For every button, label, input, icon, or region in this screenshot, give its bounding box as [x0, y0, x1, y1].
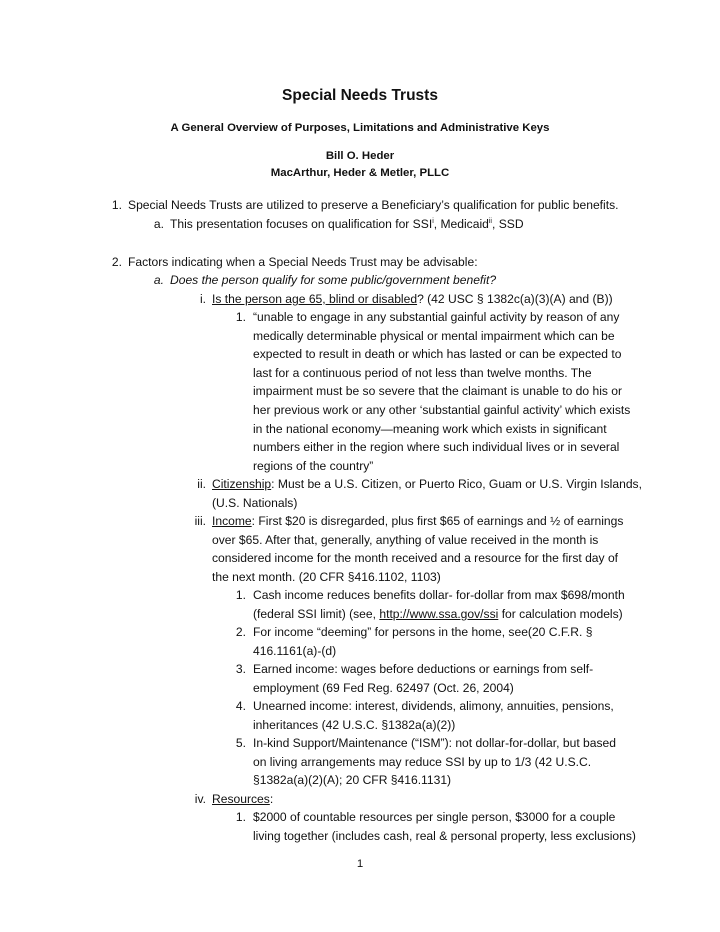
income-item-2-marker: 2. [235, 625, 246, 639]
endnote-ref-1[interactable]: i [432, 218, 434, 225]
section-2a-text: Does the person qualify for some public/government benefit? [170, 273, 497, 287]
section-2a-i-text [212, 290, 613, 308]
income-item-1-post: for calculation models) [498, 607, 623, 621]
section-1a-text [170, 215, 524, 233]
income-item-2-line-2: 416.1161(a)-(d) [253, 644, 337, 658]
resources-item-1-line-1: $2000 of countable resources per single person, $3000 for a couple [253, 810, 616, 824]
income-item-1-line-1: Cash income reduces benefits dollar- for-dollar from max $698/month [253, 588, 625, 602]
section-2-marker: 2. [111, 255, 122, 269]
income-text: : First $20 is disregarded, plus first $65 of earnings and ½ of earnings [251, 514, 624, 528]
citizenship-text-2: (U.S. Nationals) [212, 496, 298, 510]
page-title: Special Needs Trusts [282, 87, 438, 104]
income-item-1-line-2 [253, 605, 623, 623]
ssa-link[interactable]: http://www.ssa.gov/ssi [379, 607, 499, 621]
income-item-4-line-1: Unearned income: interest, dividends, alimony, annuities, pensions, [253, 699, 614, 713]
page-subtitle: A General Overview of Purposes, Limitations and Administrative Keys [170, 122, 550, 134]
citizenship-text: : Must be a U.S. Citizen, or Puerto Rico, Guam or U.S. Virgin Islands, [271, 477, 642, 491]
section-2a-i-heading: Is the person age 65, blind or disabled [212, 292, 418, 306]
section-2a-iii-marker: iii. [194, 514, 206, 528]
resources-item-1-line-2: living together (includes cash, real & personal property, less exclusions) [253, 829, 636, 843]
income-text-2: over $65. After that, generally, anything of value received in the month is [212, 533, 599, 547]
section-2a-iv-text [212, 790, 273, 808]
definition-line: impairment must be so severe that the claimant is unable to do his or [253, 384, 623, 398]
endnote-ref-2[interactable]: ii [488, 218, 492, 225]
income-item-4-marker: 4. [235, 699, 246, 713]
definition-line: expected to result in death or which has lasted or can be expected to [253, 347, 622, 361]
author-name: Bill O. Heder [325, 150, 395, 162]
income-text-4: the next month. (20 CFR §416.1102, 1103) [212, 570, 441, 584]
section-1-text: Special Needs Trusts are utilized to preserve a Beneficiary’s qualification for public benefits. [128, 198, 619, 212]
firm-name: MacArthur, Heder & Metler, PLLC [270, 167, 450, 179]
section-1a-part3: , SSD [492, 217, 524, 231]
section-2a-iv-marker: iv. [194, 792, 206, 806]
definition-marker: 1. [235, 310, 246, 324]
page-number: 1 [356, 858, 364, 870]
income-item-5-line-1: In-kind Support/Maintenance (“ISM”): not dollar-for-dollar, but based [253, 736, 616, 750]
section-1a-marker: a. [153, 217, 164, 231]
section-2a-ii-marker: ii. [197, 477, 206, 491]
income-item-3-marker: 3. [235, 662, 246, 676]
definition-line: last for a continuous period of not less than twelve months. The [253, 366, 592, 380]
section-2a-iii-text [212, 512, 623, 530]
income-item-5-line-2: on living arrangements may reduce SSI by up to 1/3 (42 U.S.C. [253, 755, 592, 769]
definition-line: regions of the country” [253, 459, 374, 473]
income-item-3-line-1: Earned income: wages before deductions or earnings from self- [253, 662, 594, 676]
income-item-1-marker: 1. [235, 588, 246, 602]
income-item-5-marker: 5. [235, 736, 246, 750]
section-2a-i-rest: ? (42 USC § 1382c(a)(3)(A) and (B)) [417, 292, 613, 306]
definition-line: medically determinable physical or mental impairment which can be [253, 329, 615, 343]
section-1a-part1: This presentation focuses on qualification for SSI [170, 217, 433, 231]
income-heading: Income [212, 514, 252, 528]
resources-item-1-marker: 1. [235, 810, 246, 824]
definition-line: numbers either in the region where such individual lives or in several [253, 440, 620, 454]
resources-heading: Resources [212, 792, 270, 806]
income-item-5-line-3: §1382a(a)(2)(A); 20 CFR §416.1131) [253, 773, 452, 787]
definition-line: “unable to engage in any substantial gainful activity by reason of any [253, 310, 620, 324]
definition-line: her previous work or any other ‘substantial gainful activity’ which exists [253, 403, 631, 417]
income-item-3-line-2: employment (69 Fed Reg. 62497 (Oct. 26, 2004) [253, 681, 514, 695]
citizenship-heading: Citizenship [212, 477, 272, 491]
income-item-4-line-2: inheritances (42 U.S.C. §1382a(a)(2)) [253, 718, 456, 732]
definition-line: in the national economy—meaning work which exists in significant [253, 422, 607, 436]
section-2a-i-marker: i. [199, 292, 206, 306]
income-item-1-pre: (federal SSI limit) (see, [253, 607, 380, 621]
income-item-2-line-1: For income “deeming” for persons in the home, see(20 C.F.R. § [253, 625, 593, 639]
section-1-marker: 1. [111, 198, 122, 212]
income-text-3: considered income for the month received and a resource for the first day of [212, 551, 619, 565]
section-2a-marker: a. [153, 273, 164, 287]
section-2-text: Factors indicating when a Special Needs Trust may be advisable: [128, 255, 478, 269]
section-1a-part2: , Medicaid [433, 217, 489, 231]
resources-colon: : [269, 792, 274, 806]
section-2a-ii-text [212, 475, 642, 493]
